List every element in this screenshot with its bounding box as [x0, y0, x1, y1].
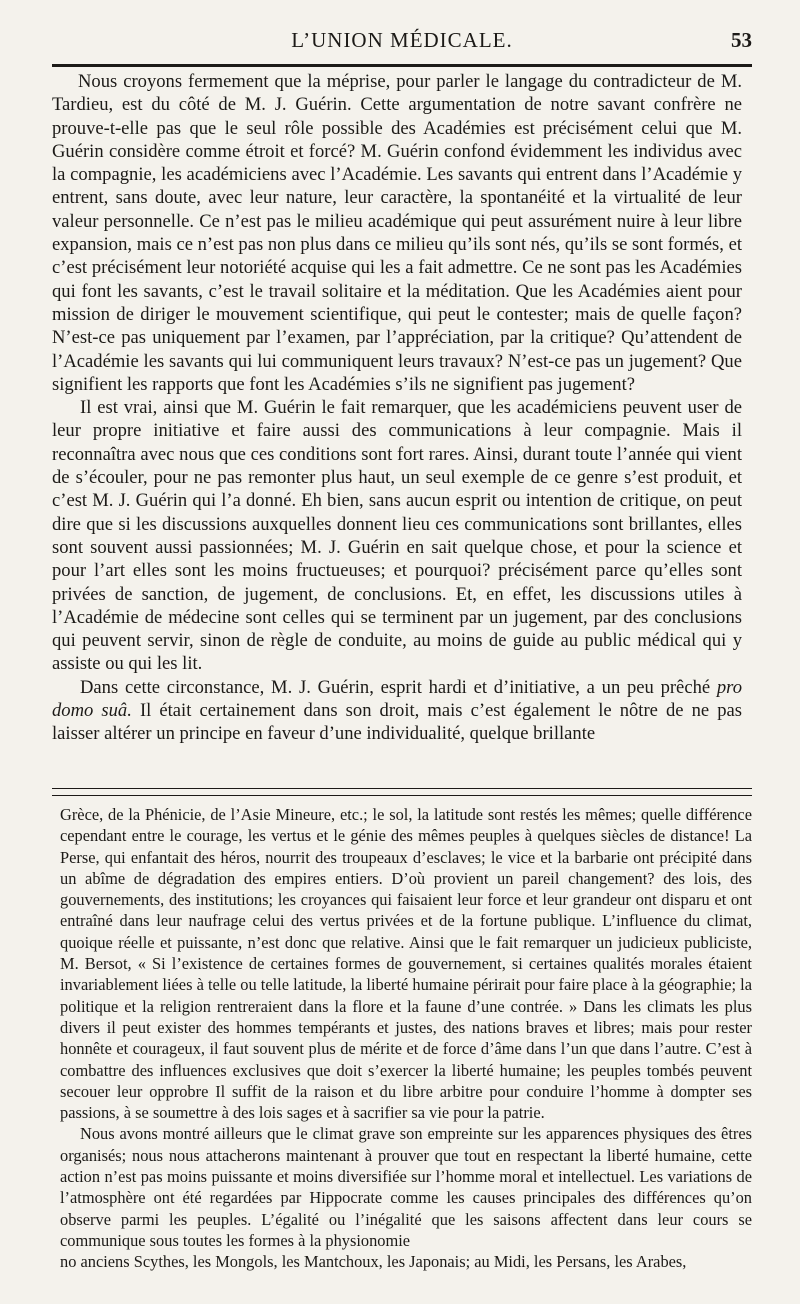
- footnote-bottom-line: no anciens Scythes, les Mongols, les Mantchoux, les Japonais; au Midi, les Persans, les Arabes,: [60, 1252, 687, 1272]
- footnote-paragraph: Nous avons montré ailleurs que le climat grave son empreinte sur les apparences physiques des êtres organisés; nous nous attacherons maintenant à prouver que tout en respectant la liberté humaine, cette action n’est pas moins puissante et moins diversifiée sur l’homme moral et intellectuel. Les variations de l’atmosphère ont été regardées par Hippocrate comme les causes principales des différences qu’on observe parmi les peuples. L’égalité ou l’inégalité que les saisons affectent dans leur cours se communique sous toutes les formes à la physionomie: [60, 1124, 752, 1250]
- body-text: Dans cette circonstance, M. J. Guérin, esprit hardi et d’initiative, a un peu prêché: [80, 676, 717, 698]
- main-body: [52, 70, 742, 746]
- body-text: Il était certainement dans son droit, mais c’est également le nôtre de ne pas laisser altérer un principe en faveur d’une individualité, quelque brillante: [52, 700, 742, 745]
- footnote-separator: [52, 788, 752, 796]
- page-header: [52, 26, 752, 58]
- body-paragraph: Il est vrai, ainsi que M. Guérin le fait remarquer, que les académiciens peuvent user de leur propre initiative et faire aussi des communications à leur compagnie. Mais il reconnaîtra avec nous que ces conditions sont fort rares. Ainsi, durant toute l’année qui vient de s’écouler, pour ne pas remonter plus haut, un seul exemple de ce genre s’est produit, et c’est M. J. Guérin qui l’a donné. Eh bien, sans aucun esprit ou intention de critique, on peut dire que si les discussions auxquelles donnent lieu ces communications sont brillantes, elles sont souvent aussi passionnées; M. J. Guérin en sait quelque chose, et pour la science et pour l’art elles sont les moins fructueuses; et pourquoi? précisément parce qu’elles sont privées de sanction, de jugement, de conclusions. Et, en effet, les discussions utiles à l’Académie de médecine sont celles qui se terminent par un jugement, par des conclusions qui peuvent servir, sinon de règle de conduite, au moins de guide au public médical qui y assiste ou qui les lit.: [52, 397, 742, 675]
- latin-phrase: pro domo suâ.: [52, 676, 742, 722]
- footnote-section: [60, 804, 752, 1273]
- running-head: L’UNION MÉDICALE.: [291, 28, 513, 52]
- body-paragraph: [52, 676, 742, 746]
- footnote-paragraph: Grèce, de la Phénicie, de l’Asie Mineure, etc.; le sol, la latitude sont restés les mêmes; quelle différence cependant entre le courage, les vertus et le génie des mêmes peuples à quelques siècles de distance! La Perse, qui enfantait des héros, nourrit des troupeaux d’esclaves; le vice et la barbarie ont précipité dans un abîme de dégradation des empires entiers. D’où provient un pareil changement? des lois, des gouvernements, des institutions; les croyances qui faisaient leur force et leur grandeur ont disparu et ont entraîné dans leur naufrage celui des vertus privées et de la fortune publique. L’influence du climat, quoique réelle et puissante, n’est donc que relative. Ainsi que le fait remarquer un judicieux publiciste, M. Bersot, « Si l’existence de certaines formes de gouvernement, si certaines qualités morales étaient invariablement liées à telle ou telle latitude, la liberté humaine périrait pour faire place à la géographie; la politique et la religion rentreraient dans la flore et la faune d’une contrée. » Dans les climats les plus divers il peut exister des hommes tempérants et justes, des nations braves et libres; mais pour rester honnête et courageux, il faut souvent plus de mérite et de force d’âme dans l’un que dans l’autre. C’est à combattre des influences exclusives que doit s’exercer la liberté humaine; les peuples tombés peuvent secouer leur opprobre Il suffit de la raison et du libre arbitre pour conduire l’homme à dompter ses passions, à se soumettre à des lois sages et à sacrifier sa vie pour la patrie.: [60, 805, 752, 1123]
- body-paragraph: Nous croyons fermement que la méprise, pour parler le langage du contradicteur de M. Tardieu, est du côté de M. J. Guérin. Cette argumentation de notre savant confrère ne prouve-t-elle pas que le seul rôle possible des Académies est précisément celui que M. Guérin considère comme étroit et forcé? M. Guérin confond évidemment les individus avec la compagnie, les académiciens avec l’Académie. Les savants qui entrent dans l’Académie y entrent, sans doute, avec leur nature, leur caractère, la spontanéité et la virtualité de leur valeur personnelle. Ce n’est pas le milieu académique qui peut assurément nuire à leur libre expansion, mais ce n’est pas non plus dans ce milieu qu’ils sont nés, qu’ils se sont formés, et c’est précisément leur notoriété acquise qui les a fait admettre. Ce ne sont pas les Académies qui font les savants, c’est le travail solitaire et la méditation. Que les Académies aient pour mission de diriger le mouvement scientifique, qui peut le contester; mais de quelle façon? N’est-ce pas uniquement par l’examen, par l’appréciation, par la critique? Qu’attendent de l’Académie les savants qui lui communiquent leurs travaux? N’est-ce pas un jugement? Que signifient les rapports que font les Académies s’ils ne signifient pas jugement?: [52, 71, 742, 395]
- page-number: 53: [731, 28, 752, 52]
- header-rule: [52, 64, 752, 67]
